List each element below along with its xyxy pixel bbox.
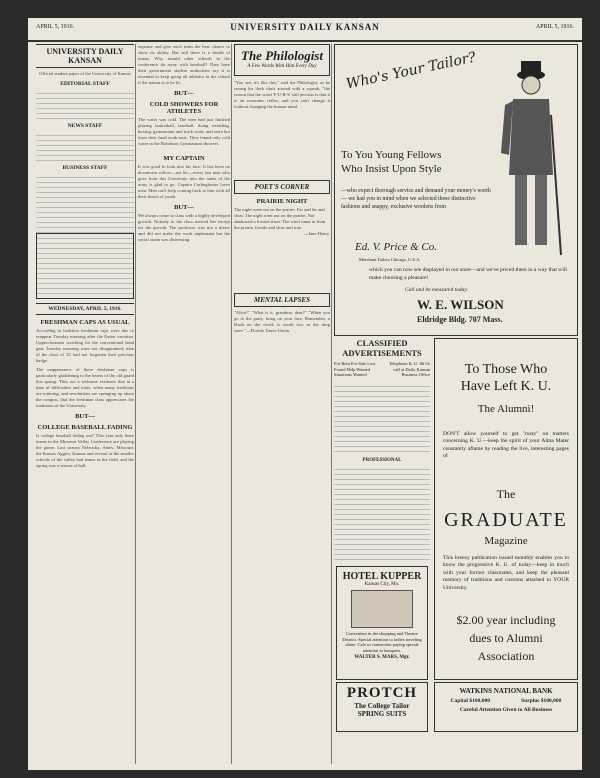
hotel-text: Convenient to the shopping and Theatre District. Special attention to ladies traveling alone. Cafe in connection paying special attention to banquets.: [342, 631, 422, 653]
article-philologist: "You see, it's like this," said the Philologist, as he swung his desk chair around with a squeak, "the reason that the word 'F-U-R-S' still persists is that it is an economic reflex, and you can't change it without changing the human mind.: [234, 80, 330, 109]
column-rule: [331, 44, 332, 764]
article-mental-lapses: "Alice?" "What is it, grandma, dear?" "When you go to the party, bring on your face. Remember, a blush on the cheek is worth two in the drug store."—Florida Times-Union.: [234, 310, 330, 333]
mental-lapses-heading: MENTAL LAPSES: [234, 293, 330, 307]
business-staff-heading: BUSINESS STAFF: [62, 165, 108, 171]
wilson-tailor-ad: [334, 44, 578, 336]
masthead-date-right: APRIL 5, 1916.: [535, 24, 574, 30]
poem-author: —Jane Henry.: [303, 231, 330, 236]
watkins-bank-ad: [434, 682, 578, 732]
hotel-manager: WALTER S. MARS, Mgr.: [354, 655, 410, 660]
graduate-alumni: The Alumni!: [477, 403, 535, 415]
graduate-magazine-ad: [434, 338, 578, 680]
headline-my-captain: MY CAPTAIN: [163, 155, 205, 162]
hotel-kupper-ad: [336, 566, 428, 680]
professional-section: [334, 458, 430, 561]
gentleman-figure-illustration: [491, 55, 567, 265]
wilson-heading-2: Who Insist Upon Style: [341, 163, 442, 175]
separator-but: BUT—: [75, 413, 95, 420]
graduate-paragraph-2: This breezy publication issued monthly enables you to know the progressive K. U. of today—keep in touch with your former classmates, and keep the pleasant memory of traditions and customs attached to YOUR University.: [443, 555, 569, 591]
headline-college-baseball: COLLEGE BASEBALL FADING: [37, 424, 133, 431]
classified-rates-left: For Rent For Sale Lost Found Help Wanted Situations Wanted: [334, 361, 376, 377]
separator-but-2: BUT—: [174, 204, 194, 211]
professional-heading: PROFESSIONAL: [362, 458, 402, 463]
graduate-magazine-word: Magazine: [484, 535, 528, 547]
article-my-captain: It was good to look into his face. It has been no downtown officer—not he,—every last man who goes from this University into the ranks of the army is glad to go. Captain Carlinghouse loves men. Men can't help coming back to him with all their hearts of youth.: [138, 164, 230, 199]
classified-rates-right: Telephone K. U. 66 Or call at Daily Kansan Business Office: [388, 361, 430, 377]
wilson-name: W. E. WILSON: [417, 297, 504, 312]
headline-freshman-caps: FRESHMAN CAPS AS USUAL: [40, 319, 130, 326]
editorial-paper-name: UNIVERSITY DAILY KANSAN: [36, 44, 134, 68]
graduate-the: The: [496, 487, 516, 501]
column-rule: [135, 44, 136, 764]
protch-subtitle: The College Tailor: [354, 702, 410, 710]
masthead-title: UNIVERSITY DAILY KANSAN: [230, 22, 380, 32]
masthead-date-left: APRIL 5, 1916.: [36, 24, 75, 30]
graduate-heading-line-1: To Those Who: [464, 362, 548, 377]
poem-title: PRAIRIE NIGHT: [256, 198, 308, 205]
wilson-heading-1: To You Young Fellows: [341, 149, 442, 161]
poets-corner-heading: POET'S CORNER: [234, 180, 330, 194]
article-cold-showers: The water was cold. The men had just finished playing basketball, baseball, doing wrestling, boxing, gymnasium and track work, and were hot from their hard work-outs. They found only cold water in the Robinson Gymnasium showers.: [138, 117, 230, 146]
hotel-building-illustration: [351, 590, 413, 628]
notice-box: [36, 233, 134, 299]
philologist-box: [234, 44, 330, 76]
bank-name: WATKINS NATIONAL BANK: [459, 687, 553, 695]
wilson-script-heading: Who's Your Tailor?: [344, 49, 478, 93]
classified-listings: [334, 382, 430, 452]
graduate-heading: [435, 361, 577, 395]
headline-cold-showers: COLD SHOWERS FOR ATHLETES: [149, 101, 219, 115]
graduate-paragraph-1: DON'T allow yourself to get "rusty" on matters concerning K. U.—keep the spirit of your Alma Mater constantly aflame by reading the live, interesting pages of: [443, 431, 569, 460]
separator-but: BUT—: [174, 90, 194, 97]
column-1: [36, 44, 134, 764]
column-rule: [231, 44, 232, 764]
protch-ad: [336, 682, 428, 732]
bank-attention: Careful Attention Given to All Business: [459, 707, 553, 713]
graduate-price-line-1: $2.00 year including: [456, 613, 556, 627]
column-2: [138, 44, 230, 764]
wilson-body: —who expect thorough service and demand your money's worth— we had you in mind when we selected these distinctive fashions and snappy, exclusive woolens from: [341, 188, 491, 210]
classified-rates: [334, 361, 430, 378]
graduate-price-line-3: Association: [477, 649, 535, 663]
graduate-heading-line-2: Have Left K. U.: [460, 379, 552, 394]
philologist-subtitle: A Few Words With Him Every Day: [247, 64, 317, 69]
business-staff-list: [36, 173, 134, 233]
protch-name: PROTCH: [346, 685, 418, 701]
article-class-growth: We always come to class with a highly developed growth. Nobody in the class noticed her except for the growth. The professor was not a driver and did not make the work unpleasant but the social strain was distressing.: [138, 213, 230, 242]
newspaper-page: [28, 18, 582, 770]
editorial-staff-heading: EDITORIAL STAFF: [60, 81, 110, 87]
hotel-city: Kansas City, Mo.: [364, 582, 400, 587]
masthead: [28, 18, 582, 42]
editorial-sub: Official student paper of the University of Kansas: [39, 71, 131, 76]
bank-capital: Capital $100,000: [450, 698, 490, 704]
bank-surplus: Surplus $100,000: [521, 698, 562, 704]
column-3: [234, 44, 330, 764]
philologist-title: The Philologist: [241, 48, 323, 63]
date-line: WEDNESDAY, APRIL 5, 1916.: [36, 303, 134, 315]
article-college-baseball: Is college baseball fading out? This year only three teams in the Missouri Valley Conference are playing the game. Last season Nebraska, Ames, Missouri, the Kansas Aggies, Kansas and several of the smaller schools of the valley had teams in the field, and the spring was a season of ball.: [36, 433, 134, 468]
poem-text: The night went out on the prairie, Far and far and clear. The night went out on the prairie, Nor shadowed a frosted sheer. The wind came in from the prairie, Gentle and slow and true.: [234, 207, 326, 230]
graduate-price-line-2: dues to Alumni: [469, 631, 543, 645]
article-baseball-cont: expense and give each team the best chance to show its ability. But still there is a dearth of teams. Why should other schools in the conference do away with baseball? They have their government student authorities say it is essential to keep going all athletics in the school if the nation is to be fit.: [138, 44, 230, 85]
classified-title: CLASSIFIED ADVERTISEMENTS: [342, 338, 422, 358]
wilson-signature-sub: Merchant Tailors Chicago, U.S.A.: [359, 257, 421, 262]
protch-spring-suits: SPRING SUITS: [357, 710, 407, 718]
wilson-address: Eldridge Bldg. 707 Mass.: [417, 315, 503, 324]
article-freshman-caps-2: The reappearance of these freshman caps is particularly gladdening to the hearts of the old guard this spring. They are a welcome evidence that in a time of difficulties and trials, when many traditions are tottering, and revolutions are springing up about the campus, that the freshman class appreciates the traditions of the University.: [36, 367, 134, 408]
news-staff-heading: NEWS STAFF: [67, 123, 103, 129]
article-freshman-caps: According to tradition freshman caps were due to reappear Tuesday morning after the Easter vacation. Upperclassmen watching for the conventional head gear Tuesday morning were not disappointed; men of the class of '21 had not forgotten their precious badge.: [36, 328, 134, 363]
professional-listings: [334, 465, 430, 561]
wilson-call-text: Call and be measured today.: [405, 287, 468, 293]
hotel-name: HOTEL KUPPER: [342, 571, 422, 582]
news-staff-list: [36, 131, 134, 161]
bank-figures: [435, 698, 577, 704]
wilson-signature: Ed. V. Price & Co.: [355, 241, 437, 253]
classified-section: [334, 338, 430, 452]
graduate-title: GRADUATE: [444, 509, 568, 531]
editorial-staff-list: [36, 89, 134, 119]
wilson-which-text: which you can now see displayed in our store—and we've priced them in a way that will make choosing a pleasure!: [369, 267, 567, 281]
